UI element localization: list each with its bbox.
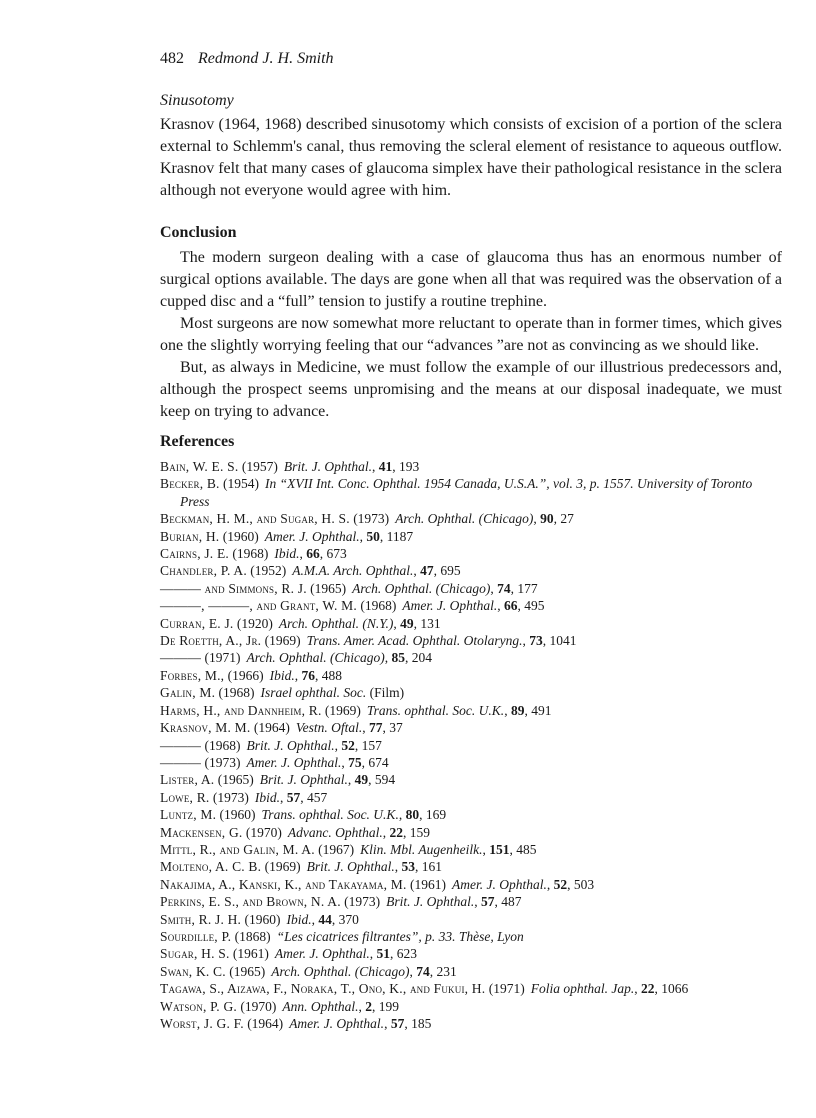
reference-item: ——— (1971) Arch. Ophthal. (Chicago), 85, 204 [160,650,432,666]
reference-journal: Ibid. [274,546,300,562]
reference-volume: 90 [540,511,554,527]
reference-item: Watson, P. G. (1970) Ann. Ophthal., 2, 199 [160,998,399,1014]
reference-year: (1965) [229,963,266,979]
reference-pages: 161 [421,859,442,875]
reference-volume: 80 [405,807,420,823]
reference-year: (1968) [232,546,269,562]
reference-journal: Amer. J. Ophthal. [246,754,342,770]
reference-item: Burian, H. (1960) Amer. J. Ophthal., 50, 1187 [160,528,414,544]
reference-pages: 177 [517,580,538,596]
reference-journal: A.M.A. Arch. Ophthal. [292,563,414,579]
reference-item: ——— (1973) Amer. J. Ophthal., 75, 674 [160,754,389,770]
reference-item: ——— and Simmons, R. J. (1965) Arch. Ophthal. (Chicago), 74, 177 [160,580,538,596]
reference-authors: Mittl, R., and Galin, M. A. [160,841,315,857]
reference-journal: Trans. ophthal. Soc. U.K. [366,702,505,718]
reference-journal: Ibid. [286,911,312,927]
reference-authors: Sugar, H. S. [160,946,230,962]
reference-pages: 27 [560,511,574,527]
reference-pages: 491 [531,702,552,718]
reference-year: (1973) [212,789,249,805]
reference-volume: 89 [510,702,525,718]
reference-authors: Krasnov, M. M. [160,720,251,736]
reference-year: (1964) [253,720,290,736]
reference-volume: 51 [376,946,391,962]
page-header [160,50,334,68]
reference-pages: (Film) [369,685,405,701]
reference-volume: 49 [354,772,369,788]
reference-authors: Perkins, E. S., and Brown, N. A. [160,894,341,910]
conclusion-paragraph-2: Most surgeons are now somewhat more reluctant to operate than in former times, which gives one the slightly worrying feeling that our “advances ”are not as convincing as we should like. [160,315,782,354]
reference-authors: ———, ———, and Grant, W. M. [160,598,357,614]
reference-volume: 53 [401,859,415,875]
conclusion-section [160,247,782,423]
reference-pages: 485 [516,841,537,857]
reference-year: (1968) [204,737,241,753]
sinusotomy-paragraph: Krasnov (1964, 1968) described sinusotomy which consists of excision of a portion of the sclera external to Schlemm's canal, thus removing the scleral element of resistance to aqueous outflow. Krasnov felt that many cases of glaucoma simplex have their pathological resistance in the sclera although not everyone would agree with him. [160,116,782,199]
reference-authors: Galin, M. [160,685,216,701]
reference-volume: 52 [341,737,355,753]
reference-journal: Amer. J. Ophthal. [289,1016,385,1031]
reference-year: (1968) [360,598,397,614]
reference-year: (1970) [245,824,282,840]
conclusion-heading: Conclusion [160,224,237,241]
reference-journal: Folia ophthal. Jap. [530,981,635,997]
reference-item: Harms, H., and Dannheim, R. (1969) Trans. ophthal. Soc. U.K., 89, 491 [160,702,552,718]
reference-authors: Molteno, A. C. B. [160,859,262,875]
reference-journal: Brit. J. Ophthal. [246,737,335,753]
reference-item: Perkins, E. S., and Brown, N. A. (1973) Brit. J. Ophthal., 57, 487 [160,894,522,910]
reference-pages: 457 [306,789,328,805]
reference-item: ———, ———, and Grant, W. M. (1968) Amer. J. Ophthal., 66, 495 [160,598,545,614]
reference-authors: Bain, W. E. S. [160,459,239,474]
reference-volume: 74 [497,580,511,596]
reference-volume: 2 [365,998,372,1014]
reference-year: (1964) [247,1016,284,1031]
reference-pages: 695 [440,563,461,579]
reference-journal: Arch. Ophthal. (Chicago) [352,580,491,596]
reference-year: (1969) [264,633,301,649]
reference-volume: 50 [366,528,380,544]
reference-year: (1960) [222,528,259,544]
reference-year: (1967) [318,841,355,857]
reference-year: (1954) [223,476,260,492]
reference-volume: 66 [503,598,518,614]
sinusotomy-section [160,114,782,202]
reference-volume: 76 [301,667,315,683]
reference-year: (1969) [264,859,301,875]
reference-volume: 151 [489,841,510,857]
reference-authors: ——— [160,650,202,666]
reference-authors: Lowe, R. [160,789,210,805]
reference-item: Mittl, R., and Galin, M. A. (1967) Klin. Mbl. Augenheilk., 151, 485 [160,841,537,857]
conclusion-paragraph-3: But, as always in Medicine, we must follow the example of our illustrious predecessors and, although the prospect seems unpromising and the means at our disposal inadequate, we must keep on trying to advance. [160,359,782,420]
reference-journal: Arch. Ophthal. (Chicago) [395,511,534,527]
reference-pages: 231 [436,963,457,979]
reference-journal: Vestn. Oftal. [295,720,363,736]
reference-pages: 193 [398,459,420,474]
reference-item [160,684,785,701]
reference-authors: ——— and Simmons, R. J. [160,580,307,596]
reference-journal: Amer. J. Ophthal. [451,876,547,892]
reference-authors: Chandler, P. A. [160,563,247,579]
reference-volume: 49 [400,615,414,631]
running-author: Redmond J. H. Smith [198,50,334,67]
reference-authors: Curran, E. J. [160,615,234,631]
conclusion-paragraph-1: The modern surgeon dealing with a case of glaucoma thus has an enormous number of surgical options available. The days are gone when all that was required was the observation of a cupped disc and a “full” tension to justify a routine trephine. [160,249,782,310]
reference-item: Nakajima, A., Kanski, K., and Takayama, M. (1961) Amer. J. Ophthal., 52, 503 [160,876,595,892]
reference-pages: 495 [524,598,545,614]
reference-journal: Arch. Ophthal. (N.Y.) [278,615,394,631]
reference-pages: 487 [501,894,522,910]
reference-volume: 75 [348,754,362,770]
reference-year: (1965) [217,772,254,788]
reference-authors: Tagawa, S., Aizawa, F., Noraka, T., Ono, K., and Fukui, H. [160,981,486,997]
reference-volume: 74 [416,963,430,979]
reference-authors: ——— [160,737,202,753]
reference-volume: 85 [391,650,405,666]
reference-authors: Lister, A. [160,772,215,788]
reference-journal: Arch. Ophthal. (Chicago) [246,650,385,666]
reference-pages: 159 [409,824,430,840]
reference-journal: In “XVII Int. Conc. Ophthal. 1954 Canada, U.S.A.”, vol. 3, p. 1557. University of Toronto Press [180,476,753,509]
reference-item: Smith, R. J. H. (1960) Ibid., 44, 370 [160,911,359,927]
reference-item [160,475,785,510]
reference-item: Tagawa, S., Aizawa, F., Noraka, T., Ono, K., and Fukui, H. (1971) Folia ophthal. Jap., 22, 1066 [160,981,689,997]
reference-item: Beckman, H. M., and Sugar, H. S. (1973) Arch. Ophthal. (Chicago), 90, 27 [160,511,574,527]
reference-authors: Becker, B. [160,476,220,492]
reference-pages: 594 [374,772,396,788]
reference-year: (1966) [227,667,264,683]
reference-item: Chandler, P. A. (1952) A.M.A. Arch. Ophthal., 47, 695 [160,563,461,579]
reference-year: (1961) [232,946,269,962]
reference-item: Swan, K. C. (1965) Arch. Ophthal. (Chicago), 74, 231 [160,963,457,979]
reference-pages: 157 [361,737,382,753]
reference-item: Krasnov, M. M. (1964) Vestn. Oftal., 77, 37 [160,720,403,736]
reference-volume: 22 [640,981,655,997]
reference-year: (1920) [236,615,273,631]
reference-item: Forbes, M., (1966) Ibid., 76, 488 [160,667,342,683]
reference-item: Lowe, R. (1973) Ibid., 57, 457 [160,789,328,805]
reference-item: Luntz, M. (1960) Trans. ophthal. Soc. U.K., 80, 169 [160,807,447,823]
reference-authors: Harms, H., and Dannheim, R. [160,702,322,718]
reference-pages: 169 [425,807,447,823]
reference-item: Mackensen, G. (1970) Advanc. Ophthal., 22, 159 [160,824,430,840]
sinusotomy-heading: Sinusotomy [160,92,234,109]
reference-journal: Ann. Ophthal. [282,998,359,1014]
reference-year: (1968) [218,685,255,701]
reference-authors: Burian, H. [160,528,220,544]
reference-authors: Nakajima, A., Kanski, K., and Takayama, M. [160,876,407,892]
references-heading: References [160,433,235,450]
reference-authors: Mackensen, G. [160,824,243,840]
reference-journal: Brit. J. Ophthal. [306,859,395,875]
reference-year: (1965) [310,580,347,596]
reference-year: (1970) [240,998,277,1014]
reference-authors: Smith, R. J. H. [160,911,242,927]
page-number: 482 [160,50,184,67]
reference-journal: “Les cicatrices filtrantes”, p. 33. Thèse, Lyon [276,928,524,944]
reference-year: (1957) [241,459,278,474]
reference-journal: Trans. Amer. Acad. Ophthal. Otolaryng. [306,633,523,649]
reference-journal: Amer. J. Ophthal. [264,528,360,544]
reference-authors: Luntz, M. [160,807,217,823]
reference-volume: 41 [378,459,393,474]
reference-year: (1973) [344,894,381,910]
reference-journal: Amer. J. Ophthal. [402,598,498,614]
reference-item: Sugar, H. S. (1961) Amer. J. Ophthal., 51, 623 [160,946,418,962]
reference-volume: 52 [553,876,568,892]
reference-item: Curran, E. J. (1920) Arch. Ophthal. (N.Y.), 49, 131 [160,615,441,631]
reference-authors: ——— [160,754,202,770]
reference-year: (1952) [250,563,287,579]
reference-pages: 1066 [661,981,689,997]
reference-volume: 77 [368,720,383,736]
reference-volume: 57 [481,894,495,910]
reference-pages: 131 [420,615,441,631]
reference-authors: Forbes, M., [160,667,225,683]
reference-volume: 22 [389,824,403,840]
reference-pages: 185 [411,1016,432,1031]
reference-item: Molteno, A. C. B. (1969) Brit. J. Ophthal., 53, 161 [160,859,442,875]
reference-authors: Beckman, H. M., and Sugar, H. S. [160,511,350,527]
reference-pages: 204 [411,650,432,666]
reference-authors: Worst, J. G. F. [160,1016,244,1031]
reference-pages: 674 [368,754,389,770]
reference-journal: Israel ophthal. Soc. [260,685,367,701]
reference-journal: Brit. J. Ophthal. [386,894,475,910]
reference-list [160,458,785,1032]
reference-item [160,928,785,945]
reference-item: Worst, J. G. F. (1964) Amer. J. Ophthal., 57, 185 [160,1016,432,1031]
reference-journal: Ibid. [269,667,295,683]
reference-pages: 503 [573,876,595,892]
reference-volume: 66 [306,546,320,562]
reference-pages: 370 [338,911,359,927]
reference-pages: 199 [378,998,399,1014]
reference-pages: 673 [326,546,347,562]
reference-pages: 1041 [549,633,577,649]
reference-pages: 37 [389,720,403,736]
reference-item: De Roetth, A., Jr. (1969) Trans. Amer. Acad. Ophthal. Otolaryng., 73, 1041 [160,633,577,649]
reference-journal: Amer. J. Ophthal. [274,946,370,962]
reference-journal: Klin. Mbl. Augenheilk. [360,841,483,857]
reference-year: (1971) [488,981,525,997]
reference-year: (1961) [409,876,446,892]
reference-pages: 623 [396,946,418,962]
reference-item: ——— (1968) Brit. J. Ophthal., 52, 157 [160,737,382,753]
reference-authors: Cairns, J. E. [160,546,229,562]
reference-volume: 47 [420,563,434,579]
reference-item: Lister, A. (1965) Brit. J. Ophthal., 49, 594 [160,772,396,788]
reference-item: Bain, W. E. S. (1957) Brit. J. Ophthal., 41, 193 [160,459,420,474]
reference-volume: 73 [529,633,543,649]
reference-journal: Brit. J. Ophthal. [259,772,348,788]
reference-item: Cairns, J. E. (1968) Ibid., 66, 673 [160,546,347,562]
reference-year: (1969) [324,702,361,718]
reference-pages: 488 [321,667,342,683]
reference-year: (1971) [204,650,241,666]
reference-year: (1960) [244,911,281,927]
reference-authors: Sourdille, P. [160,928,232,944]
reference-authors: Swan, K. C. [160,963,226,979]
reference-authors: De Roetth, A., Jr. [160,633,262,649]
reference-year: (1960) [219,807,256,823]
reference-year: (1973) [353,511,390,527]
reference-year: (1868) [234,928,271,944]
reference-journal: Advanc. Ophthal. [287,824,383,840]
reference-journal: Trans. ophthal. Soc. U.K. [261,807,399,823]
reference-journal: Ibid. [254,789,280,805]
reference-volume: 57 [390,1016,405,1031]
reference-journal: Brit. J. Ophthal. [283,459,372,474]
reference-volume: 44 [318,911,332,927]
reference-authors: Watson, P. G. [160,998,237,1014]
reference-year: (1973) [204,754,241,770]
reference-volume: 57 [286,789,301,805]
reference-pages: 1187 [386,528,414,544]
reference-journal: Arch. Ophthal. (Chicago) [271,963,410,979]
